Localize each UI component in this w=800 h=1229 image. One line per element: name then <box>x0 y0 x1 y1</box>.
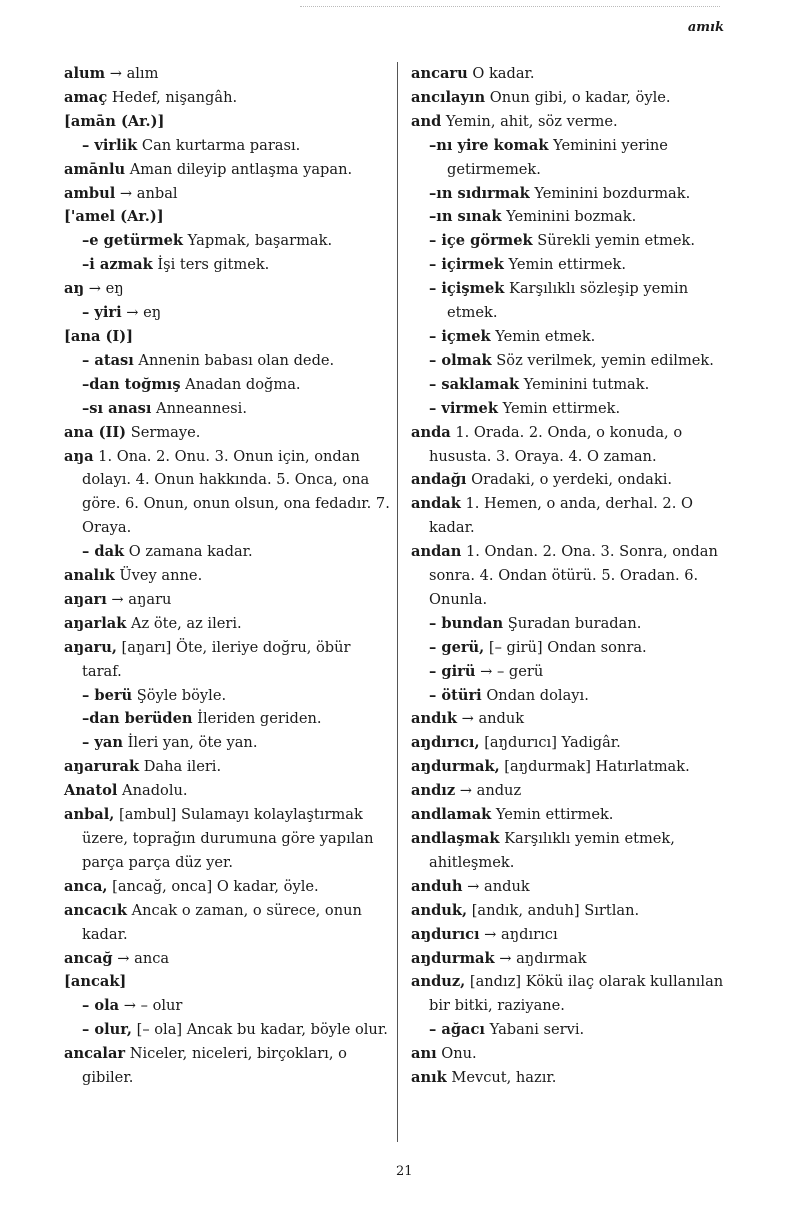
running-head: amık <box>687 20 724 35</box>
entry-headword: aŋa <box>64 447 94 465</box>
dictionary-entry <box>64 1018 394 1042</box>
dictionary-entry <box>411 1018 737 1042</box>
entry-headword: Anatol <box>64 782 118 800</box>
dictionary-entry <box>64 636 394 684</box>
right-column <box>411 62 737 1090</box>
entry-definition: [aŋdurıcı] Yadigâr. <box>479 734 621 752</box>
dictionary-entry <box>64 899 394 947</box>
dictionary-entry <box>64 612 394 636</box>
entry-definition: Yapmak, başarmak. <box>183 232 333 250</box>
entry-headword: –i azmak <box>82 256 153 274</box>
dictionary-entry <box>64 62 394 86</box>
entry-headword: – berü <box>82 686 133 704</box>
entry-definition: → anduk <box>462 877 530 895</box>
entry-definition: Yabani servi. <box>484 1021 585 1039</box>
entry-headword: aŋarı <box>64 590 107 608</box>
entry-headword: – girü <box>429 662 476 680</box>
dictionary-entry <box>64 684 394 708</box>
entry-definition: → anduk <box>456 710 525 728</box>
entry-definition: Sermaye. <box>126 423 201 441</box>
entry-headword: aŋdurmak <box>411 949 495 967</box>
dictionary-entry <box>64 421 394 445</box>
dictionary-entry <box>411 947 737 971</box>
dictionary-entry <box>411 636 737 660</box>
dictionary-entry <box>411 660 737 684</box>
entry-headword: –e getürmek <box>82 232 184 250</box>
dictionary-entry <box>411 803 737 827</box>
dictionary-entry <box>411 612 737 636</box>
entry-headword: – bundan <box>429 614 504 632</box>
entry-definition: Yemin, ahit, söz verme. <box>441 112 618 130</box>
entry-headword: amaç <box>64 88 108 106</box>
entry-definition: [– girü] Ondan sonra. <box>484 638 647 656</box>
entry-definition: Daha ileri. <box>139 758 222 776</box>
entry-headword: –nı yire komak <box>429 136 549 154</box>
dictionary-entry <box>411 134 737 182</box>
entry-headword: [ana (I)] <box>64 327 134 345</box>
dictionary-entry <box>64 397 394 421</box>
dictionary-entry <box>64 588 394 612</box>
dictionary-entry <box>411 349 737 373</box>
entry-definition: → aŋdırmak <box>494 949 587 967</box>
dictionary-entry <box>64 86 394 110</box>
entry-headword: – içirmek <box>429 256 504 274</box>
dictionary-entry <box>64 229 394 253</box>
entry-headword: – içe görmek <box>429 232 533 250</box>
entry-definition: Karşılıklı yemin etmek, ahitleşmek. <box>429 830 675 871</box>
dictionary-entry <box>411 970 737 1018</box>
entry-headword: aŋdırıcı, <box>411 734 480 752</box>
entry-headword: – içişmek <box>429 280 505 298</box>
dictionary-entry <box>64 205 394 229</box>
entry-headword: anduk, <box>411 901 468 919</box>
dictionary-entry <box>64 731 394 755</box>
dictionary-entry <box>411 373 737 397</box>
entry-headword: – atası <box>82 351 134 369</box>
entry-headword: alum <box>64 65 106 82</box>
entry-definition: [aŋarı] Öte, ileriye doğru, öbür taraf. <box>82 638 351 680</box>
entry-headword: ['amel (Ar.)] <box>64 208 164 226</box>
entry-headword: analık <box>64 567 115 585</box>
entry-definition: Aman dileyip antlaşma yapan. <box>125 160 353 178</box>
entry-headword: –ın sıdırmak <box>429 184 530 202</box>
dictionary-entry <box>64 158 394 182</box>
entry-headword: – virlik <box>82 136 138 154</box>
dictionary-entry <box>411 229 737 253</box>
entry-headword: anduz, <box>411 973 466 991</box>
entry-definition: Ondan dolayı. <box>481 686 589 704</box>
entry-definition: Yemin ettirmek. <box>491 806 614 824</box>
entry-headword: aŋ <box>64 280 85 298</box>
dictionary-entry <box>64 110 394 134</box>
entry-headword: ancalar <box>64 1045 126 1063</box>
dictionary-entry <box>64 779 394 803</box>
entry-headword: ancılayın <box>411 88 486 106</box>
entry-definition: O kadar. <box>467 65 535 82</box>
entry-definition: [ancağ, onca] O kadar, öyle. <box>107 877 319 895</box>
entry-headword: aŋdurmak, <box>411 758 500 776</box>
entry-definition: → alım <box>105 65 159 82</box>
entry-headword: [ancak] <box>64 973 127 991</box>
entry-headword: anca, <box>64 877 108 895</box>
entry-headword: [amān (Ar.)] <box>64 112 165 130</box>
dictionary-entry <box>411 707 737 731</box>
entry-headword: – olur, <box>82 1021 132 1039</box>
entry-headword: ancaru <box>411 65 468 82</box>
dictionary-entry <box>64 253 394 277</box>
entry-headword: – olmak <box>429 351 492 369</box>
dictionary-entry <box>411 1066 737 1090</box>
entry-definition: Onu. <box>436 1045 477 1063</box>
entry-definition: O zamana kadar. <box>124 543 253 561</box>
entry-definition: 1. Ona. 2. Onu. 3. Onun için, ondan dolayı. 4. Onun hakkında. 5. Onca, ona göre. 6. Onun, onun olsun, ona fedadır. 7. Oraya. <box>82 447 390 537</box>
dictionary-entry <box>64 301 394 325</box>
dictionary-entry <box>411 86 737 110</box>
entry-definition: → anduz <box>455 782 522 800</box>
entry-headword: andağı <box>411 471 467 489</box>
dictionary-entry <box>411 684 737 708</box>
dictionary-entry <box>411 875 737 899</box>
dictionary-entry <box>64 540 394 564</box>
left-column <box>64 62 394 1090</box>
entry-definition: İleri yan, öte yan. <box>122 734 258 752</box>
dictionary-entry <box>64 134 394 158</box>
entry-headword: ancacık <box>64 901 127 919</box>
entry-headword: andak <box>411 495 461 513</box>
dictionary-entry <box>411 397 737 421</box>
entry-headword: –ın sınak <box>429 208 502 226</box>
entry-headword: – yan <box>82 734 123 752</box>
entry-definition: Hedef, nişangâh. <box>107 88 238 106</box>
entry-definition: → – olur <box>119 997 183 1015</box>
dictionary-entry <box>64 1042 394 1090</box>
entry-headword: – virmek <box>429 399 498 417</box>
dictionary-entry <box>411 1042 737 1066</box>
dictionary-entry <box>64 325 394 349</box>
dictionary-entry <box>64 564 394 588</box>
entry-definition: Niceler, niceleri, birçokları, o gibiler. <box>82 1045 347 1087</box>
entry-definition: [andız] Kökü ilaç olarak kullanılan bir bitki, raziyane. <box>429 973 724 1015</box>
entry-definition: Söz verilmek, yemin edilmek. <box>491 351 714 369</box>
entry-definition: Yeminini tutmak. <box>519 375 650 393</box>
entry-definition: Anadan doğma. <box>180 375 301 393</box>
entry-headword: aŋaru, <box>64 638 117 656</box>
dictionary-entry <box>411 468 737 492</box>
entry-definition: → aŋdırıcı <box>479 925 558 943</box>
entry-headword: anık <box>411 1069 447 1087</box>
entry-definition: [ambul] Sulamayı kolaylaştırmak üzere, toprağın durumuna göre yapılan parça parça düz yer. <box>82 806 374 871</box>
entry-headword: –dan toğmış <box>82 375 181 393</box>
entry-definition: Az öte, az ileri. <box>126 614 242 632</box>
dictionary-entry <box>64 373 394 397</box>
entry-definition: Sürekli yemin etmek. <box>532 232 695 250</box>
column-divider <box>397 62 398 1142</box>
entry-definition: [– ola] Ancak bu kadar, böyle olur. <box>131 1021 388 1039</box>
entry-headword: ancağ <box>64 949 113 967</box>
entry-headword: andık <box>411 710 457 728</box>
entry-headword: aŋdurıcı <box>411 925 480 943</box>
entry-definition: Yeminini bozmak. <box>501 208 637 226</box>
entry-headword: andlamak <box>411 806 492 824</box>
entry-headword: andız <box>411 782 456 800</box>
entry-definition: Yemin etmek. <box>490 327 596 345</box>
dictionary-entry <box>64 994 394 1018</box>
dictionary-entry <box>411 731 737 755</box>
entry-definition: Karşılıklı sözleşip yemin etmek. <box>447 280 689 322</box>
dictionary-entry <box>411 277 737 325</box>
entry-definition: İleriden geriden. <box>192 710 322 728</box>
dictionary-entry <box>411 827 737 875</box>
entry-headword: – dak <box>82 543 125 561</box>
entry-headword: anduh <box>411 877 463 895</box>
entry-definition: [aŋdurmak] Hatırlatmak. <box>499 758 690 776</box>
dictionary-entry <box>411 421 737 469</box>
dictionary-entry <box>64 445 394 541</box>
entry-definition: Annenin babası olan dede. <box>133 351 335 369</box>
entry-definition: Anneannesi. <box>151 399 247 417</box>
entry-headword: –dan berüden <box>82 710 193 728</box>
entry-definition: Yemin ettirmek. <box>503 256 627 274</box>
entry-definition: Şöyle böyle. <box>132 686 227 704</box>
entry-definition: 1. Hemen, o anda, derhal. 2. O kadar. <box>429 495 693 537</box>
entry-headword: – gerü, <box>429 638 485 656</box>
dictionary-entry <box>411 182 737 206</box>
entry-headword: anı <box>411 1045 437 1063</box>
entry-definition: → anca <box>112 949 170 967</box>
entry-definition: → – gerü <box>475 662 544 680</box>
entry-definition: 1. Ondan. 2. Ona. 3. Sonra, ondan sonra. 4. Ondan ötürü. 5. Oradan. 6. Onunla. <box>429 543 718 608</box>
dictionary-entry <box>64 707 394 731</box>
entry-definition: Yemin ettirmek. <box>497 399 621 417</box>
dictionary-entry <box>411 62 737 86</box>
entry-headword: and <box>411 112 442 130</box>
entry-definition: → eŋ <box>84 280 124 298</box>
dictionary-entry <box>411 899 737 923</box>
dictionary-entry <box>64 277 394 301</box>
entry-headword: –sı anası <box>82 399 152 417</box>
dictionary-entry <box>411 110 737 134</box>
entry-headword: – ağacı <box>429 1021 485 1039</box>
dictionary-entry <box>411 205 737 229</box>
dictionary-entry <box>64 182 394 206</box>
dictionary-entry <box>64 755 394 779</box>
entry-headword: – ötüri <box>429 686 482 704</box>
dictionary-entry <box>64 970 394 994</box>
dictionary-entry <box>411 779 737 803</box>
entry-headword: andlaşmak <box>411 830 500 847</box>
entry-definition: İşi ters gitmek. <box>152 256 270 274</box>
dictionary-entry <box>411 923 737 947</box>
entry-headword: – saklamak <box>429 375 520 393</box>
dictionary-entry <box>64 875 394 899</box>
entry-definition: 1. Orada. 2. Onda, o konuda, o hususta. 3. Oraya. 4. O zaman. <box>429 423 683 465</box>
dictionary-entry <box>64 947 394 971</box>
dictionary-entry <box>64 803 394 875</box>
dictionary-entry <box>411 253 737 277</box>
entry-definition: → anbal <box>115 184 178 202</box>
entry-headword: aŋarlak <box>64 614 127 632</box>
entry-definition: Onun gibi, o kadar, öyle. <box>485 88 671 106</box>
entry-definition: Üvey anne. <box>114 567 203 585</box>
scan-top-rule <box>300 6 720 8</box>
entry-definition: Mevcut, hazır. <box>446 1069 557 1087</box>
entry-definition: Yeminini yerine getirmemek. <box>447 136 668 178</box>
entry-definition: → aŋaru <box>106 590 172 608</box>
entry-headword: aŋarurak <box>64 758 140 776</box>
entry-headword: – yiri <box>82 304 122 322</box>
entry-headword: – ola <box>82 997 120 1015</box>
page-number: 21 <box>396 1164 413 1179</box>
entry-definition: Can kurtarma parası. <box>137 136 301 154</box>
dictionary-entry <box>411 325 737 349</box>
dictionary-entry <box>411 755 737 779</box>
dictionary-entry <box>411 492 737 540</box>
entry-headword: ana (II) <box>64 423 127 441</box>
entry-headword: – içmek <box>429 327 491 345</box>
entry-headword: amānlu <box>64 160 126 178</box>
entry-definition: Anadolu. <box>117 782 188 800</box>
dictionary-entry <box>64 349 394 373</box>
entry-headword: ambul <box>64 184 116 202</box>
entry-definition: Oradaki, o yerdeki, ondaki. <box>466 471 673 489</box>
dictionary-entry <box>411 540 737 612</box>
entry-headword: anbal, <box>64 806 115 824</box>
entry-headword: andan <box>411 543 462 561</box>
entry-definition: → eŋ <box>121 304 162 322</box>
entry-definition: Ancak o zaman, o sürece, onun kadar. <box>82 901 362 943</box>
entry-definition: Şuradan buradan. <box>503 614 642 632</box>
entry-definition: Yeminini bozdurmak. <box>529 184 691 202</box>
entry-headword: anda <box>411 423 451 441</box>
entry-definition: [andık, anduh] Sırtlan. <box>467 901 640 919</box>
